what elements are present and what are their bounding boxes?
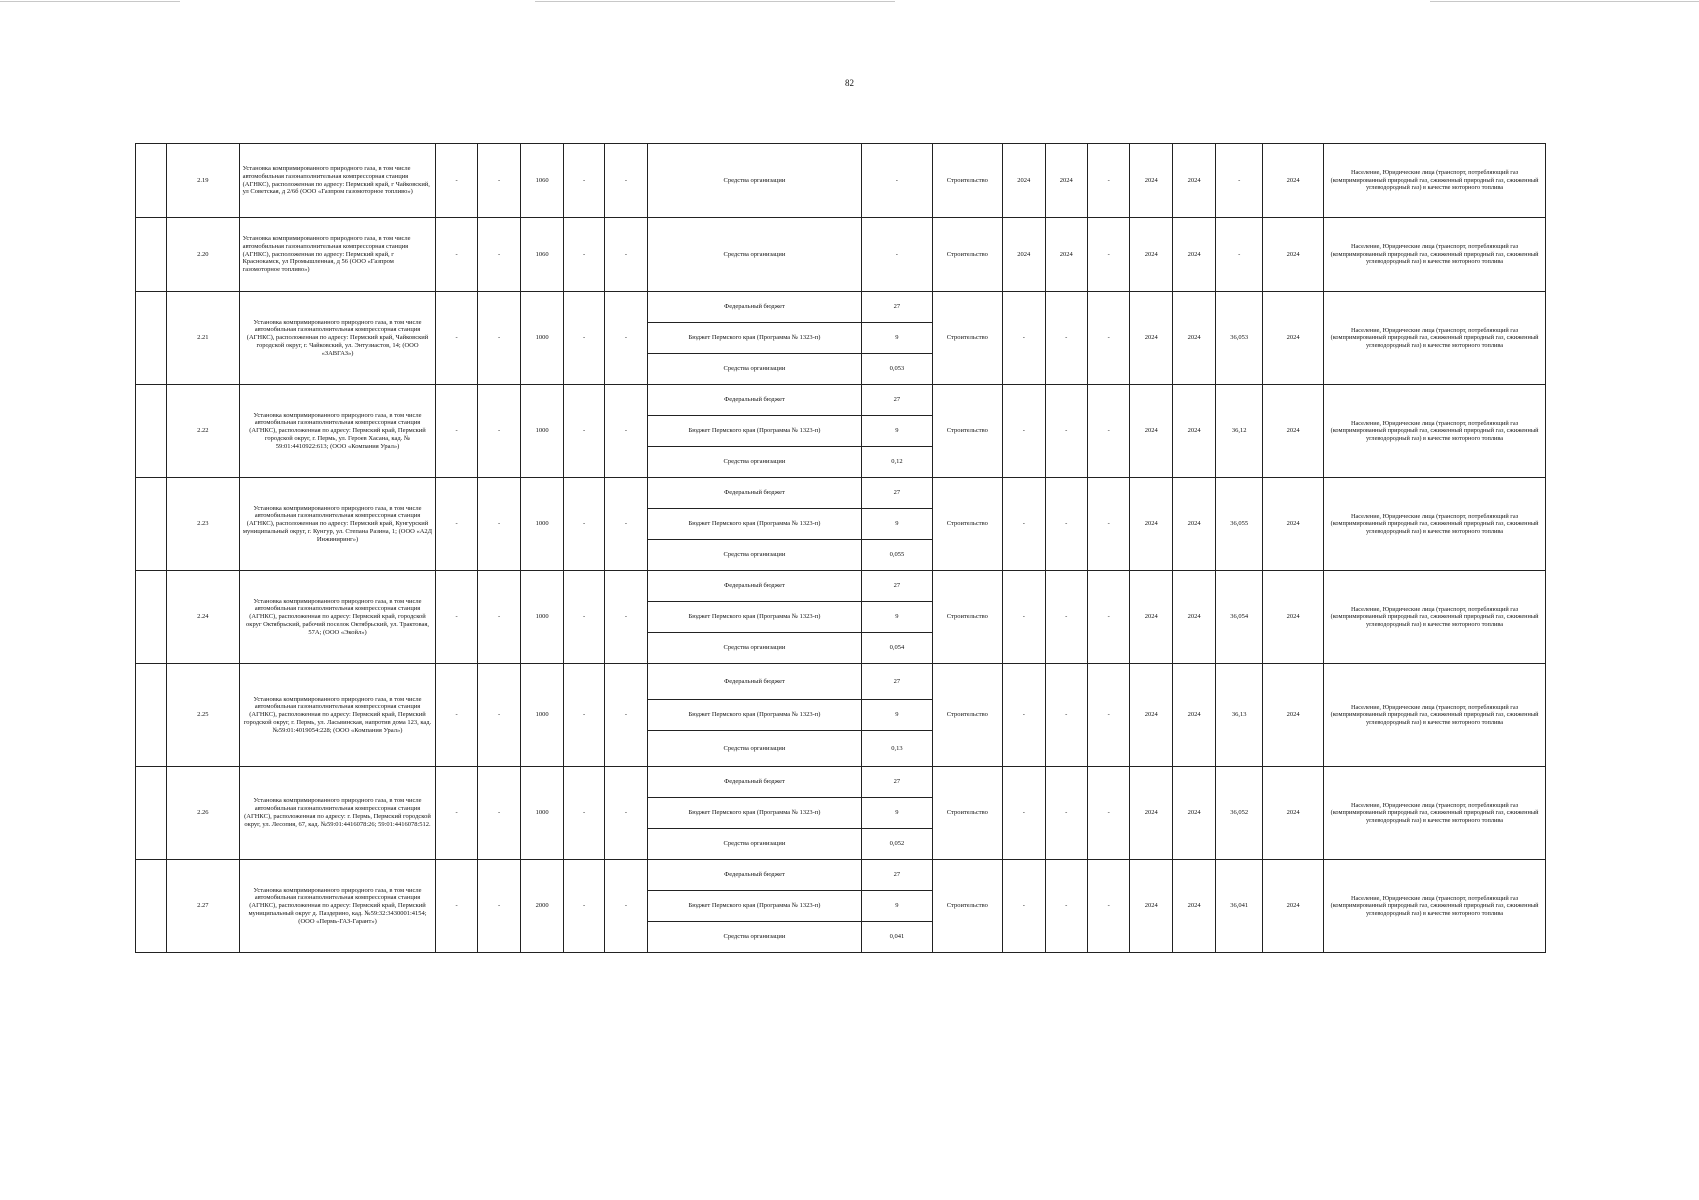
work-type: Строительство bbox=[932, 144, 1002, 218]
capacity-cell: 2000 bbox=[521, 860, 563, 953]
table-row bbox=[136, 860, 1546, 891]
dash-cell: - bbox=[436, 218, 477, 292]
table-row bbox=[136, 767, 1546, 798]
year-cell: 2024 bbox=[1130, 292, 1172, 385]
blank-cell bbox=[136, 860, 167, 953]
dash-cell: - bbox=[563, 767, 604, 860]
blank-cell bbox=[136, 664, 167, 767]
year-cell: - bbox=[1003, 767, 1045, 860]
year-cell: 2024 bbox=[1263, 767, 1324, 860]
funding-amount: 9 bbox=[862, 602, 932, 633]
year-cell: 2024 bbox=[1130, 767, 1172, 860]
year-cell: - bbox=[1087, 860, 1129, 953]
blank-cell bbox=[136, 767, 167, 860]
dash-cell: - bbox=[605, 664, 647, 767]
blank-cell bbox=[136, 292, 167, 385]
dash-cell: - bbox=[605, 860, 647, 953]
year-cell: - bbox=[1045, 860, 1087, 953]
beneficiaries: Население, Юридические лица (транспорт, потребляющий газ (компримированный природный газ, сжиженный природный газ, сжиженный углеводородный газ) в качестве моторного топлива bbox=[1324, 767, 1546, 860]
blank-cell bbox=[136, 144, 167, 218]
year-cell: 2024 bbox=[1263, 664, 1324, 767]
total-cell: - bbox=[1216, 218, 1263, 292]
year-cell: 2024 bbox=[1172, 664, 1216, 767]
total-cell: 36,041 bbox=[1216, 860, 1263, 953]
funding-amount: 9 bbox=[862, 798, 932, 829]
year-cell: 2024 bbox=[1130, 385, 1172, 478]
capacity-cell: 1000 bbox=[521, 664, 563, 767]
work-type: Строительство bbox=[932, 292, 1002, 385]
project-name: Установка компримированного природного газа, в том числе автомобильная газонаполнительная компрессорная станция (АГНКС), расположенная по адресу: Пермский край, Пермский городской округ, г. Пермь, ул. Героев Хасана, кад. № 59:01:4410922:613; (ООО «Компания Урал») bbox=[239, 385, 436, 478]
funding-source: Бюджет Пермского края (Программа № 1323-п) bbox=[647, 323, 861, 354]
beneficiaries: Население, Юридические лица (транспорт, потребляющий газ (компримированный природный газ, сжиженный природный газ, сжиженный углеводородный газ) в качестве моторного топлива bbox=[1324, 664, 1546, 767]
year-cell: - bbox=[1003, 385, 1045, 478]
funding-amount: 27 bbox=[862, 860, 932, 891]
dash-cell: - bbox=[477, 571, 521, 664]
year-cell: - bbox=[1003, 478, 1045, 571]
beneficiaries: Население, Юридические лица (транспорт, потребляющий газ (компримированный природный газ, сжиженный природный газ, сжиженный углеводородный газ) в качестве моторного топлива bbox=[1324, 860, 1546, 953]
year-cell: - bbox=[1003, 571, 1045, 664]
year-cell: - bbox=[1087, 664, 1129, 767]
funding-amount: 9 bbox=[862, 416, 932, 447]
year-cell: 2024 bbox=[1172, 860, 1216, 953]
dash-cell: - bbox=[563, 664, 604, 767]
funding-source: Средства организации bbox=[647, 218, 861, 292]
dash-cell: - bbox=[477, 218, 521, 292]
capacity-cell: 1000 bbox=[521, 385, 563, 478]
year-cell: - bbox=[1003, 292, 1045, 385]
total-cell: 36,13 bbox=[1216, 664, 1263, 767]
dash-cell: - bbox=[563, 478, 604, 571]
funding-source: Бюджет Пермского края (Программа № 1323-п) bbox=[647, 891, 861, 922]
year-cell: - bbox=[1045, 767, 1087, 860]
row-number: 2.27 bbox=[167, 860, 240, 953]
funding-source: Бюджет Пермского края (Программа № 1323-п) bbox=[647, 509, 861, 540]
funding-source: Бюджет Пермского края (Программа № 1323-п) bbox=[647, 700, 861, 731]
year-cell: 2024 bbox=[1172, 218, 1216, 292]
dash-cell: - bbox=[477, 385, 521, 478]
funding-source: Средства организации bbox=[647, 731, 861, 767]
table-row bbox=[136, 385, 1546, 416]
funding-amount: 9 bbox=[862, 700, 932, 731]
project-name: Установка компримированного природного газа, в том числе автомобильная газонаполнительная компрессорная станция (АГНКС), расположенная по адресу: Пермский край, Кунгурский муниципальный округ, г. Кунгур, ул. Степана Разина, 1; (ООО «А2Д Инжиниринг») bbox=[239, 478, 436, 571]
blank-cell bbox=[136, 218, 167, 292]
row-number: 2.21 bbox=[167, 292, 240, 385]
project-name: Установка компримированного природного газа, в том числе автомобильная газонаполнительная компрессорная станция (АГНКС), расположенная по адресу: Пермский край, Пермский муниципальный округ д. Паздерино, кад. №59:32:3430001:4154; (ООО «Пермь-ГАЗ-Гарант») bbox=[239, 860, 436, 953]
funding-source: Средства организации bbox=[647, 540, 861, 571]
funding-amount: 9 bbox=[862, 891, 932, 922]
year-cell: - bbox=[1087, 292, 1129, 385]
year-cell: 2024 bbox=[1130, 860, 1172, 953]
funding-amount: 0,13 bbox=[862, 731, 932, 767]
beneficiaries: Население, Юридические лица (транспорт, потребляющий газ (компримированный природный газ, сжиженный природный газ, сжиженный углеводородный газ) в качестве моторного топлива bbox=[1324, 144, 1546, 218]
projects-table bbox=[135, 143, 1546, 953]
row-number: 2.25 bbox=[167, 664, 240, 767]
table-row bbox=[136, 571, 1546, 602]
year-cell: 2024 bbox=[1172, 144, 1216, 218]
funding-source: Бюджет Пермского края (Программа № 1323-п) bbox=[647, 602, 861, 633]
year-cell: 2024 bbox=[1130, 664, 1172, 767]
blank-cell bbox=[136, 385, 167, 478]
table-row bbox=[136, 664, 1546, 700]
dash-cell: - bbox=[605, 144, 647, 218]
project-name: Установка компримированного природного газа, в том числе автомобильная газонаполнительная компрессорная станция (АГНКС), расположенная по адресу: г. Пермь, Пермский городской округ, ул. Лесопия, 67, кад. №59:01:4416078:26; 59:01:4416078:512. bbox=[239, 767, 436, 860]
dash-cell: - bbox=[605, 767, 647, 860]
table-row bbox=[136, 478, 1546, 509]
total-cell: 36,055 bbox=[1216, 478, 1263, 571]
funding-source: Бюджет Пермского края (Программа № 1323-п) bbox=[647, 416, 861, 447]
funding-source: Средства организации bbox=[647, 447, 861, 478]
dash-cell: - bbox=[605, 571, 647, 664]
page-number: 82 bbox=[845, 78, 854, 88]
dash-cell: - bbox=[605, 292, 647, 385]
year-cell: 2024 bbox=[1263, 292, 1324, 385]
total-cell: - bbox=[1216, 144, 1263, 218]
capacity-cell: 1060 bbox=[521, 144, 563, 218]
funding-amount: 27 bbox=[862, 571, 932, 602]
capacity-cell: 1000 bbox=[521, 478, 563, 571]
row-number: 2.19 bbox=[167, 144, 240, 218]
funding-amount: 0,054 bbox=[862, 633, 932, 664]
year-cell: - bbox=[1087, 385, 1129, 478]
funding-amount: 9 bbox=[862, 509, 932, 540]
year-cell: 2024 bbox=[1003, 218, 1045, 292]
year-cell: 2024 bbox=[1045, 144, 1087, 218]
dash-cell: - bbox=[605, 218, 647, 292]
funding-source: Федеральный бюджет bbox=[647, 292, 861, 323]
dash-cell: - bbox=[477, 767, 521, 860]
funding-amount: 27 bbox=[862, 664, 932, 700]
scan-edge-mark bbox=[1430, 1, 1699, 2]
year-cell: - bbox=[1045, 664, 1087, 767]
dash-cell: - bbox=[436, 664, 477, 767]
dash-cell: - bbox=[436, 767, 477, 860]
dash-cell: - bbox=[563, 218, 604, 292]
year-cell: 2024 bbox=[1130, 218, 1172, 292]
row-number: 2.22 bbox=[167, 385, 240, 478]
dash-cell: - bbox=[436, 478, 477, 571]
year-cell: - bbox=[1045, 571, 1087, 664]
dash-cell: - bbox=[436, 385, 477, 478]
funding-source: Федеральный бюджет bbox=[647, 860, 861, 891]
table-row bbox=[136, 218, 1546, 292]
total-cell: 36,054 bbox=[1216, 571, 1263, 664]
dash-cell: - bbox=[477, 478, 521, 571]
dash-cell: - bbox=[563, 571, 604, 664]
work-type: Строительство bbox=[932, 767, 1002, 860]
dash-cell: - bbox=[477, 292, 521, 385]
dash-cell: - bbox=[436, 144, 477, 218]
funding-amount: 27 bbox=[862, 767, 932, 798]
table-row bbox=[136, 292, 1546, 323]
year-cell: 2024 bbox=[1263, 571, 1324, 664]
beneficiaries: Население, Юридические лица (транспорт, потребляющий газ (компримированный природный газ, сжиженный природный газ, сжиженный углеводородный газ) в качестве моторного топлива bbox=[1324, 478, 1546, 571]
year-cell: 2024 bbox=[1263, 218, 1324, 292]
funding-source: Средства организации bbox=[647, 144, 861, 218]
total-cell: 36,12 bbox=[1216, 385, 1263, 478]
funding-source: Средства организации bbox=[647, 354, 861, 385]
funding-amount: 0,055 bbox=[862, 540, 932, 571]
project-name: Установка компримированного природного газа, в том числе автомобильная газонаполнительная компрессорная станция (АГНКС), расположенная по адресу: Пермский край, городской округ Октябрьский, рабочий поселок Октябрьский, ул. Трактовая, 57А; (ООО «Экойл») bbox=[239, 571, 436, 664]
funding-amount: 0,041 bbox=[862, 922, 932, 953]
year-cell: 2024 bbox=[1130, 144, 1172, 218]
year-cell: - bbox=[1003, 664, 1045, 767]
year-cell: 2024 bbox=[1172, 767, 1216, 860]
funding-amount: 0,12 bbox=[862, 447, 932, 478]
work-type: Строительство bbox=[932, 385, 1002, 478]
funding-source: Федеральный бюджет bbox=[647, 664, 861, 700]
row-number: 2.20 bbox=[167, 218, 240, 292]
dash-cell: - bbox=[563, 292, 604, 385]
work-type: Строительство bbox=[932, 478, 1002, 571]
work-type: Строительство bbox=[932, 664, 1002, 767]
funding-amount: 27 bbox=[862, 478, 932, 509]
funding-amount: - bbox=[862, 144, 932, 218]
work-type: Строительство bbox=[932, 571, 1002, 664]
dash-cell: - bbox=[436, 571, 477, 664]
blank-cell bbox=[136, 478, 167, 571]
year-cell: 2024 bbox=[1263, 385, 1324, 478]
blank-cell bbox=[136, 571, 167, 664]
funding-amount: 0,052 bbox=[862, 829, 932, 860]
beneficiaries: Население, Юридические лица (транспорт, потребляющий газ (компримированный природный газ, сжиженный природный газ, сжиженный углеводородный газ) в качестве моторного топлива bbox=[1324, 292, 1546, 385]
year-cell: - bbox=[1087, 571, 1129, 664]
dash-cell: - bbox=[563, 385, 604, 478]
table-row bbox=[136, 144, 1546, 218]
table-body bbox=[136, 144, 1546, 953]
funding-amount: 9 bbox=[862, 323, 932, 354]
funding-source: Средства организации bbox=[647, 829, 861, 860]
dash-cell: - bbox=[605, 385, 647, 478]
row-number: 2.24 bbox=[167, 571, 240, 664]
dash-cell: - bbox=[436, 292, 477, 385]
capacity-cell: 1000 bbox=[521, 292, 563, 385]
capacity-cell: 1000 bbox=[521, 767, 563, 860]
capacity-cell: 1060 bbox=[521, 218, 563, 292]
dash-cell: - bbox=[605, 478, 647, 571]
year-cell: 2024 bbox=[1045, 218, 1087, 292]
row-number: 2.26 bbox=[167, 767, 240, 860]
funding-source: Федеральный бюджет bbox=[647, 767, 861, 798]
dash-cell: - bbox=[477, 144, 521, 218]
scan-edge-mark bbox=[0, 1, 180, 2]
project-name: Установка компримированного природного газа, в том числе автомобильная газонаполнительная компрессорная станция (АГНКС), расположенная по адресу: Пермский край, Чайковский городской округ, г. Чайковский, ул. Энтузиастов, 14; (ООО «ЗАВГАЗ») bbox=[239, 292, 436, 385]
year-cell: 2024 bbox=[1130, 478, 1172, 571]
row-number: 2.23 bbox=[167, 478, 240, 571]
funding-source: Средства организации bbox=[647, 633, 861, 664]
year-cell: - bbox=[1003, 860, 1045, 953]
year-cell: 2024 bbox=[1263, 860, 1324, 953]
funding-amount: 0,053 bbox=[862, 354, 932, 385]
scan-edge-mark bbox=[535, 1, 895, 2]
year-cell: - bbox=[1087, 144, 1129, 218]
year-cell: 2024 bbox=[1172, 385, 1216, 478]
funding-source: Средства организации bbox=[647, 922, 861, 953]
dash-cell: - bbox=[436, 860, 477, 953]
dash-cell: - bbox=[477, 664, 521, 767]
work-type: Строительство bbox=[932, 860, 1002, 953]
year-cell: 2024 bbox=[1172, 292, 1216, 385]
funding-amount: 27 bbox=[862, 292, 932, 323]
funding-amount: - bbox=[862, 218, 932, 292]
year-cell: - bbox=[1087, 478, 1129, 571]
year-cell: 2024 bbox=[1130, 571, 1172, 664]
year-cell: 2024 bbox=[1263, 144, 1324, 218]
funding-source: Федеральный бюджет bbox=[647, 571, 861, 602]
project-name: Установка компримированного природного газа, в том числе автомобильная газонаполнительная компрессорная станция (АГНКС), расположенная по адресу: Пермский край, г Краснокамск, ул Промышленная, д 56 (ООО «Газпром газомоторное топливо») bbox=[239, 218, 436, 292]
beneficiaries: Население, Юридические лица (транспорт, потребляющий газ (компримированный природный газ, сжиженный природный газ, сжиженный углеводородный газ) в качестве моторного топлива bbox=[1324, 385, 1546, 478]
year-cell: - bbox=[1045, 292, 1087, 385]
work-type: Строительство bbox=[932, 218, 1002, 292]
year-cell: 2024 bbox=[1263, 478, 1324, 571]
beneficiaries: Население, Юридические лица (транспорт, потребляющий газ (компримированный природный газ, сжиженный природный газ, сжиженный углеводородный газ) в качестве моторного топлива bbox=[1324, 218, 1546, 292]
funding-source: Бюджет Пермского края (Программа № 1323-п) bbox=[647, 798, 861, 829]
dash-cell: - bbox=[477, 860, 521, 953]
year-cell: - bbox=[1045, 478, 1087, 571]
funding-source: Федеральный бюджет bbox=[647, 385, 861, 416]
year-cell: 2024 bbox=[1003, 144, 1045, 218]
dash-cell: - bbox=[563, 860, 604, 953]
year-cell: 2024 bbox=[1172, 571, 1216, 664]
project-name: Установка компримированного природного газа, в том числе автомобильная газонаполнительная компрессорная станция (АГНКС), расположенная по адресу: Пермский край, г Чайковский, ул Советская, д 2/6б (ООО «Газпром газомоторное топливо») bbox=[239, 144, 436, 218]
funding-amount: 27 bbox=[862, 385, 932, 416]
funding-source: Федеральный бюджет bbox=[647, 478, 861, 509]
year-cell: 2024 bbox=[1172, 478, 1216, 571]
year-cell: - bbox=[1087, 767, 1129, 860]
year-cell: - bbox=[1087, 218, 1129, 292]
project-name: Установка компримированного природного газа, в том числе автомобильная газонаполнительная компрессорная станция (АГНКС), расположенная по адресу: Пермский край, Пермский городской округ, г. Пермь, ул. Ласьвинская, напротив дома 123, кад.№59:01:4019054:228; (ООО «Компания Урал») bbox=[239, 664, 436, 767]
total-cell: 36,053 bbox=[1216, 292, 1263, 385]
year-cell: - bbox=[1045, 385, 1087, 478]
total-cell: 36,052 bbox=[1216, 767, 1263, 860]
dash-cell: - bbox=[563, 144, 604, 218]
capacity-cell: 1000 bbox=[521, 571, 563, 664]
beneficiaries: Население, Юридические лица (транспорт, потребляющий газ (компримированный природный газ, сжиженный природный газ, сжиженный углеводородный газ) в качестве моторного топлива bbox=[1324, 571, 1546, 664]
